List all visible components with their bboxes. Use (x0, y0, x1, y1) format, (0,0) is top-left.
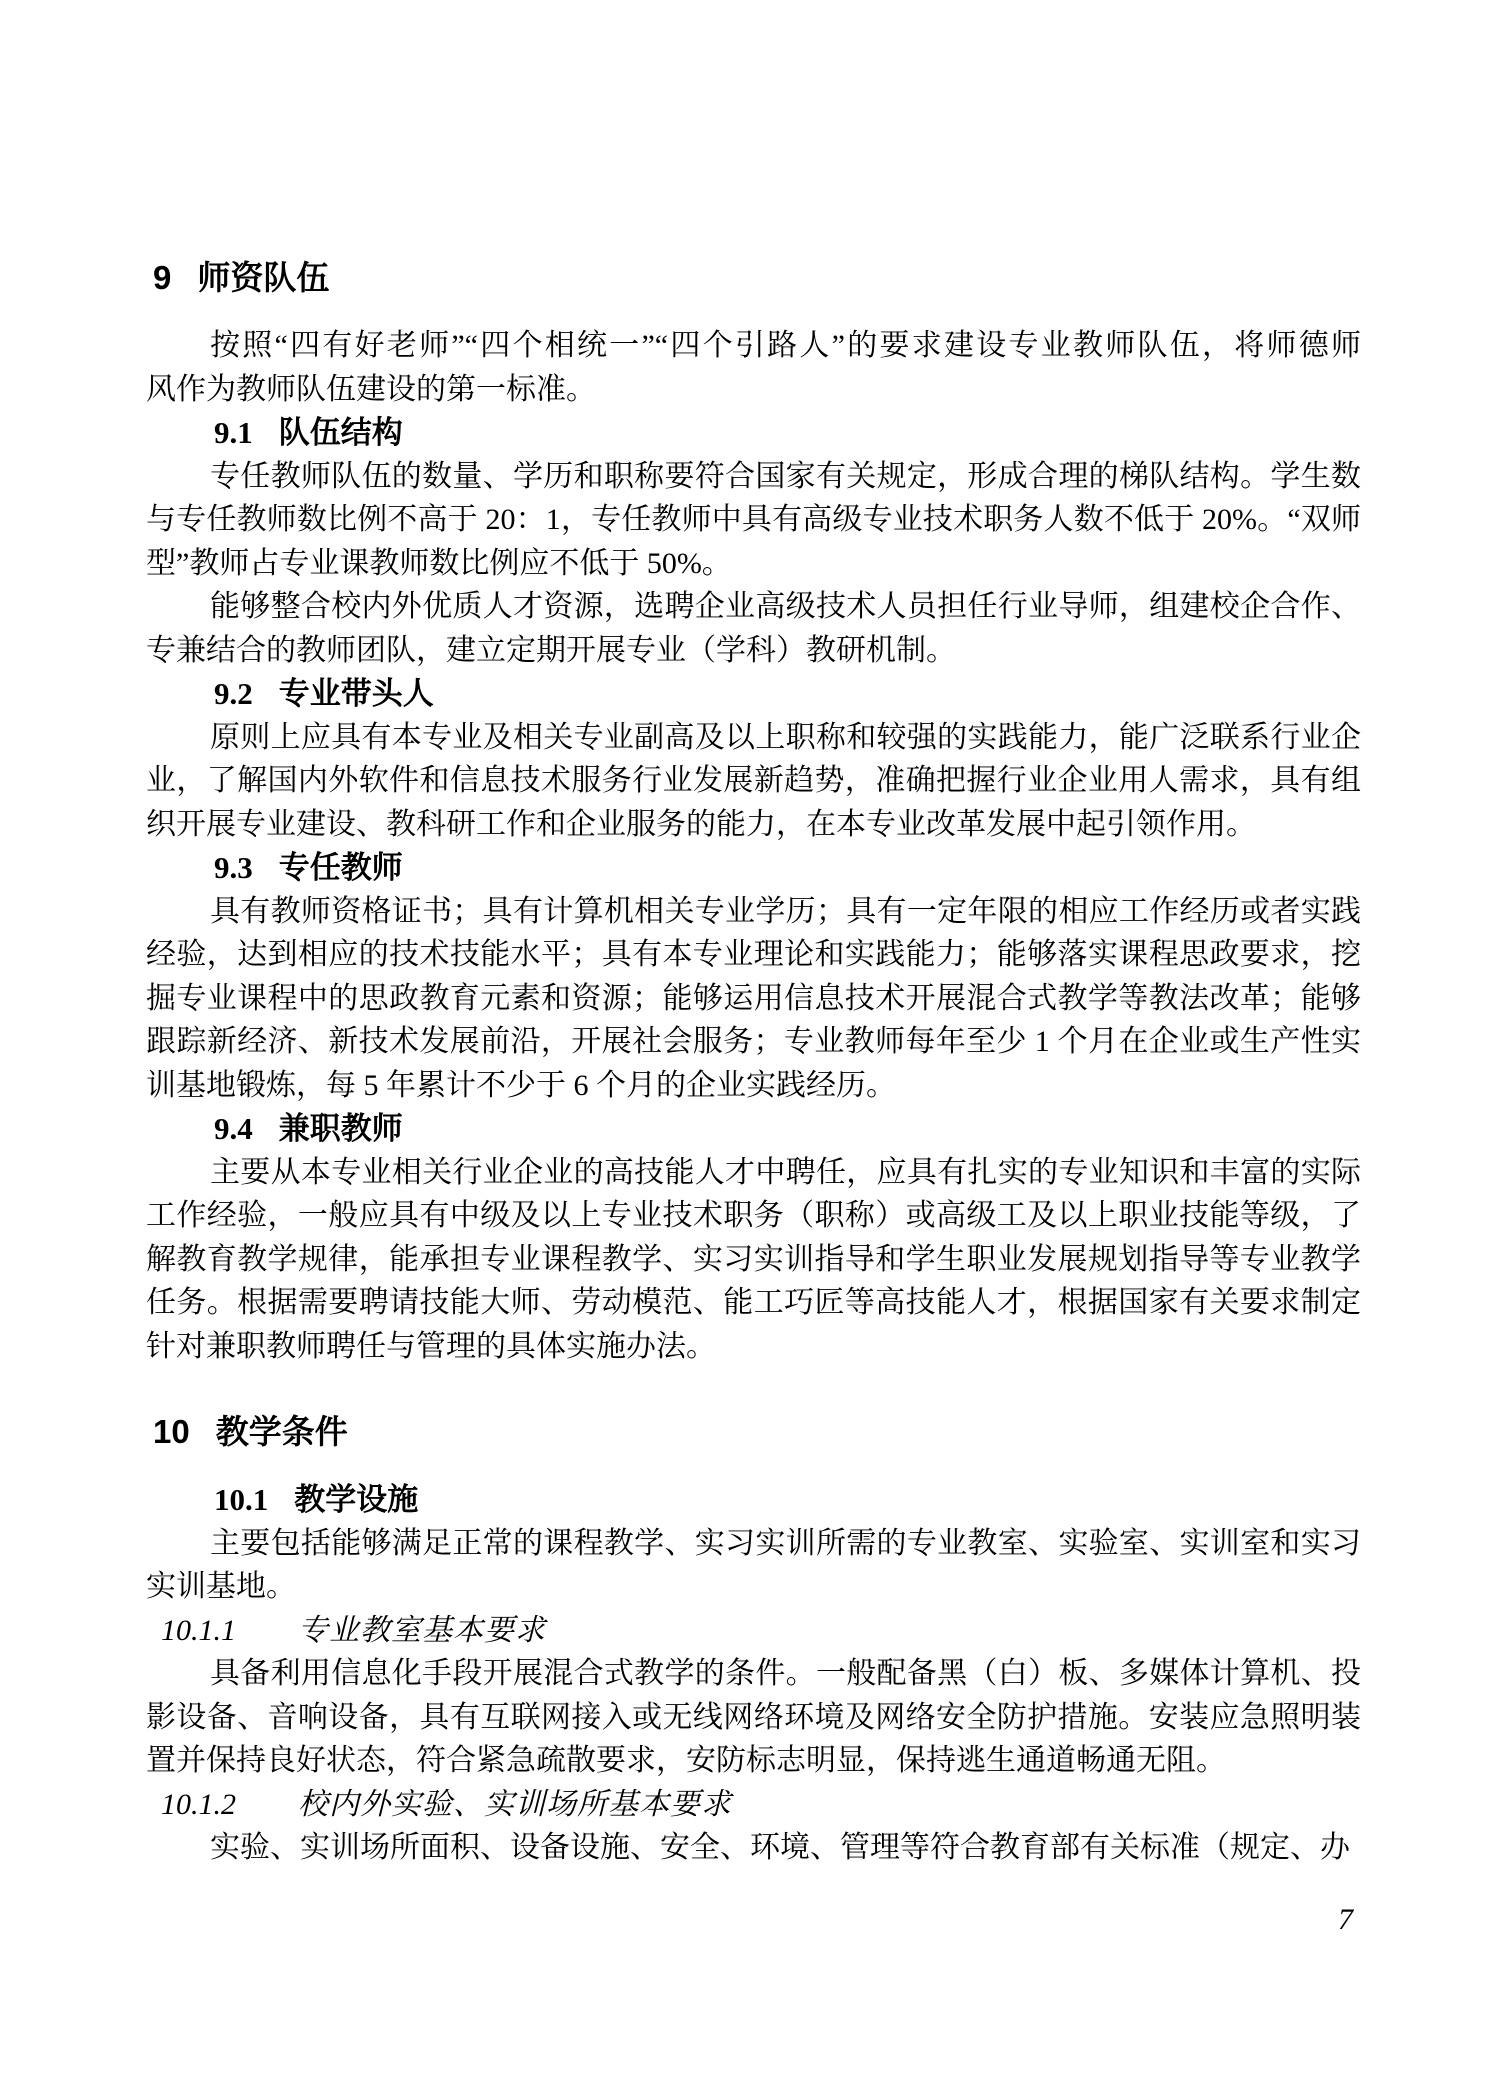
chapter-number: 10 (153, 1413, 190, 1450)
text-line: 任务。根据需要聘请技能大师、劳动模范、能工巧匠等高技能人才，根据国家有关要求制定 (146, 1286, 1361, 1319)
text-line: 专兼结合的教师团队，建立定期开展专业（学科）教研机制。 (146, 633, 956, 667)
section-title: 队伍结构 (278, 415, 403, 450)
text-line: 跟踪新经济、新技术发展前沿，开展社会服务；专业教师每年至少 1 个月在企业或生产性实 (146, 1025, 1361, 1058)
paragraph (146, 716, 1361, 847)
text-line: 影设备、音响设备，具有互联网接入或无线网络环境及网络安全防护措施。安装应急照明装 (146, 1700, 1361, 1734)
paragraph (146, 1151, 1361, 1369)
subsection-title: 专业教室基本要求 (298, 1613, 546, 1647)
text-line: 专任教师队伍的数量、学历和职称要符合国家有关规定，形成合理的梯队结构。学生数 (210, 459, 1361, 493)
text-line: 实训基地。 (146, 1570, 296, 1603)
chapter-heading (153, 1408, 1361, 1456)
section-number: 9.1 (214, 415, 253, 450)
text-line: 织开展专业建设、教科研工作和企业服务的能力，在本专业改革发展中起引领作用。 (146, 807, 1256, 841)
text-line: 风作为教师队伍建设的第一标准。 (146, 372, 596, 406)
section-number: 9.4 (214, 1111, 253, 1146)
paragraph (146, 585, 1361, 672)
section-title: 教学设施 (294, 1482, 419, 1517)
text-line: 能够整合校内外优质人才资源，选聘企业高级技术人员担任行业导师，组建校企合作、 (210, 590, 1361, 623)
text-line: 掘专业课程中的思政教育元素和资源；能够运用信息技术开展混合式教学等教法改革；能够 (146, 981, 1361, 1015)
section-number: 10.1 (214, 1482, 269, 1517)
section-heading (214, 1478, 1361, 1522)
subsection-heading (161, 1783, 1361, 1827)
chapter-title: 师资队伍 (197, 259, 330, 296)
paragraph (146, 455, 1361, 586)
section-title: 专任教师 (278, 850, 403, 885)
text-line: 主要包括能够满足正常的课程教学、实习实训所需的专业教室、实验室、实训室和实习 (210, 1526, 1361, 1560)
page-number: 7 (1338, 1903, 1353, 1936)
text-line: 实验、实训场所面积、设备设施、安全、环境、管理等符合教育部有关标准（规定、办 (210, 1831, 1350, 1864)
text-line: 主要从本专业相关行业企业的高技能人才中聘任，应具有扎实的专业知识和丰富的实际 (210, 1155, 1361, 1189)
text-line: 型”教师占专业课教师数比例应不低于 50%。 (146, 546, 732, 580)
chapter-number: 9 (153, 259, 172, 296)
paragraph (146, 1652, 1361, 1783)
subsection-heading (161, 1609, 1361, 1653)
text-line: 置并保持良好状态，符合紧急疏散要求，安防标志明显，保持逃生通道畅通无阻。 (146, 1744, 1226, 1777)
section-heading (214, 846, 1361, 890)
section-title: 专业带头人 (278, 676, 434, 711)
text-line: 与专任教师数比例不高于 20：1，专任教师中具有高级专业技术职务人数不低于 20%。“双师 (146, 503, 1361, 536)
text-line: 原则上应具有本专业及相关专业副高及以上职称和较强的实践能力，能广泛联系行业企 (210, 720, 1361, 754)
paragraph (146, 890, 1361, 1108)
section-number: 9.3 (214, 850, 253, 885)
subsection-number: 10.1.1 (161, 1613, 236, 1647)
subsection-title: 校内外实验、实训场所基本要求 (298, 1787, 732, 1821)
text-line: 经验，达到相应的技术技能水平；具有本专业理论和实践能力；能够落实课程思政要求，挖 (146, 938, 1361, 971)
section-heading (214, 411, 1361, 455)
section-title: 兼职教师 (278, 1111, 403, 1146)
text-line: 解教育教学规律，能承担专业课程教学、实习实训指导和学生职业发展规划指导等专业教学 (146, 1242, 1361, 1276)
text-line: 训基地锻炼，每 5 年累计不少于 6 个月的企业实践经历。 (146, 1068, 896, 1102)
document-content (146, 254, 1361, 1870)
chapter-title: 教学条件 (215, 1413, 348, 1450)
paragraph (146, 1826, 1361, 1870)
text-line: 具备利用信息化手段开展混合式教学的条件。一般配备黑（白）板、多媒体计算机、投 (210, 1657, 1361, 1690)
chapter-heading (153, 254, 1361, 302)
paragraph (146, 324, 1361, 411)
section-heading (214, 1107, 1361, 1151)
text-line: 工作经验，一般应具有中级及以上专业技术职务（职称）或高级工及以上职业技能等级，了 (146, 1199, 1361, 1232)
text-line: 按照“四有好老师”“四个相统一”“四个引路人”的要求建设专业教师队伍，将师德师 (210, 329, 1361, 362)
section-heading (214, 672, 1361, 716)
subsection-number: 10.1.2 (161, 1787, 236, 1821)
paragraph (146, 1522, 1361, 1609)
text-line: 针对兼职教师聘任与管理的具体实施办法。 (146, 1329, 716, 1363)
text-line: 具有教师资格证书；具有计算机相关专业学历；具有一定年限的相应工作经历或者实践 (210, 894, 1361, 928)
text-line: 业，了解国内外软件和信息技术服务行业发展新趋势，准确把握行业企业用人需求，具有组 (146, 764, 1361, 797)
section-number: 9.2 (214, 676, 253, 711)
